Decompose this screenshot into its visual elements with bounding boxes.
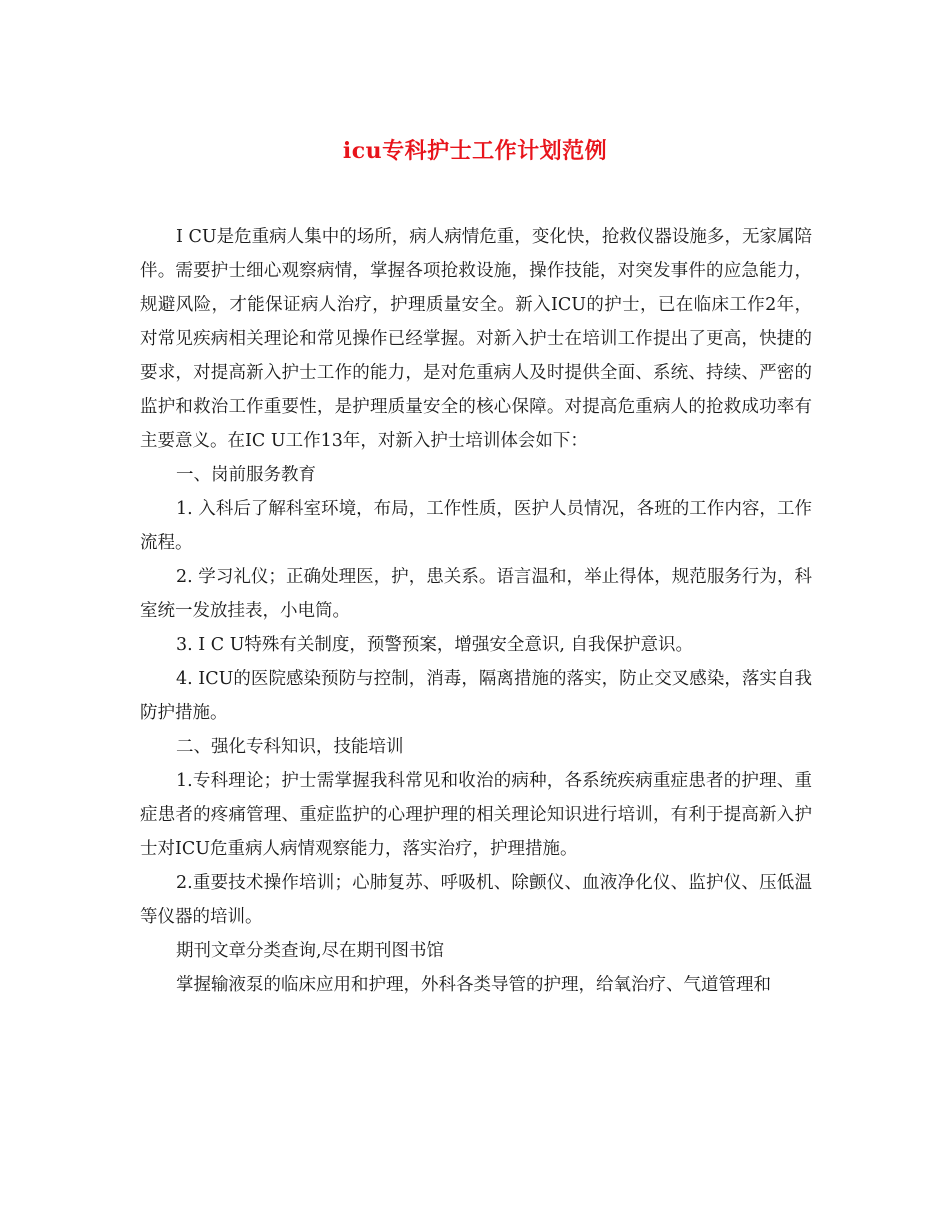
journal-note: 期刊文章分类查询,尽在期刊图书馆 xyxy=(176,941,445,961)
paragraph-continued: 掌握输液泵的临床应用和护理，外科各类导管的护理，给氧治疗、气道管理和 xyxy=(176,975,771,995)
section-heading-2: 二、强化专科知识，技能培训 xyxy=(176,737,404,757)
list-item: 3. I C U特殊有关制度，预警预案，增强安全意识, 自我保护意识。 xyxy=(176,635,694,655)
section-heading-1: 一、岗前服务教育 xyxy=(176,465,316,485)
document-body xyxy=(140,220,812,1002)
paragraph-intro: I CU是危重病人集中的场所，病人病情危重，变化快，抢救仪器设施多，无家属陪伴。需要护士细心观察病情，掌握各项抢救设施，操作技能，对突发事件的应急能力，规避风险，才能保证病人治疗，护理质量安全。新入ICU的护士，已在临床工作2年，对常见疾病相关理论和常见操作已经掌握。对新入护士在培训工作提出了更高，快捷的要求，对提高新入护士工作的能力，是对危重病人及时提供全面、系统、持续、严密的监护和救治工作重要性，是护理质量安全的核心保障。对提高危重病人的抢救成功率有主要意义。在IC U工作13年，对新入护士培训体会如下： xyxy=(140,227,812,451)
list-item: 2. 学习礼仪；正确处理医，护，患关系。语言温和，举止得体，规范服务行为，科室统一发放挂表，小电筒。 xyxy=(140,567,812,621)
list-item: 2.重要技术操作培训；心肺复苏、呼吸机、除颤仪、血液净化仪、监护仪、压低温等仪器的培训。 xyxy=(140,873,812,927)
list-item: 1. 入科后了解科室环境，布局，工作性质，医护人员情况，各班的工作内容，工作流程。 xyxy=(140,499,812,553)
document-title: icu专科护士工作计划范例 xyxy=(342,138,608,164)
list-item: 1.专科理论；护士需掌握我科常见和收治的病种，各系统疾病重症患者的护理、重症患者的疼痛管理、重症监护的心理护理的相关理论知识进行培训，有利于提高新入护士对ICU危重病人病情观察能力，落实治疗，护理措施。 xyxy=(140,771,812,859)
list-item: 4. ICU的医院感染预防与控制，消毒，隔离措施的落实，防止交叉感染，落实自我防护措施。 xyxy=(140,669,812,723)
